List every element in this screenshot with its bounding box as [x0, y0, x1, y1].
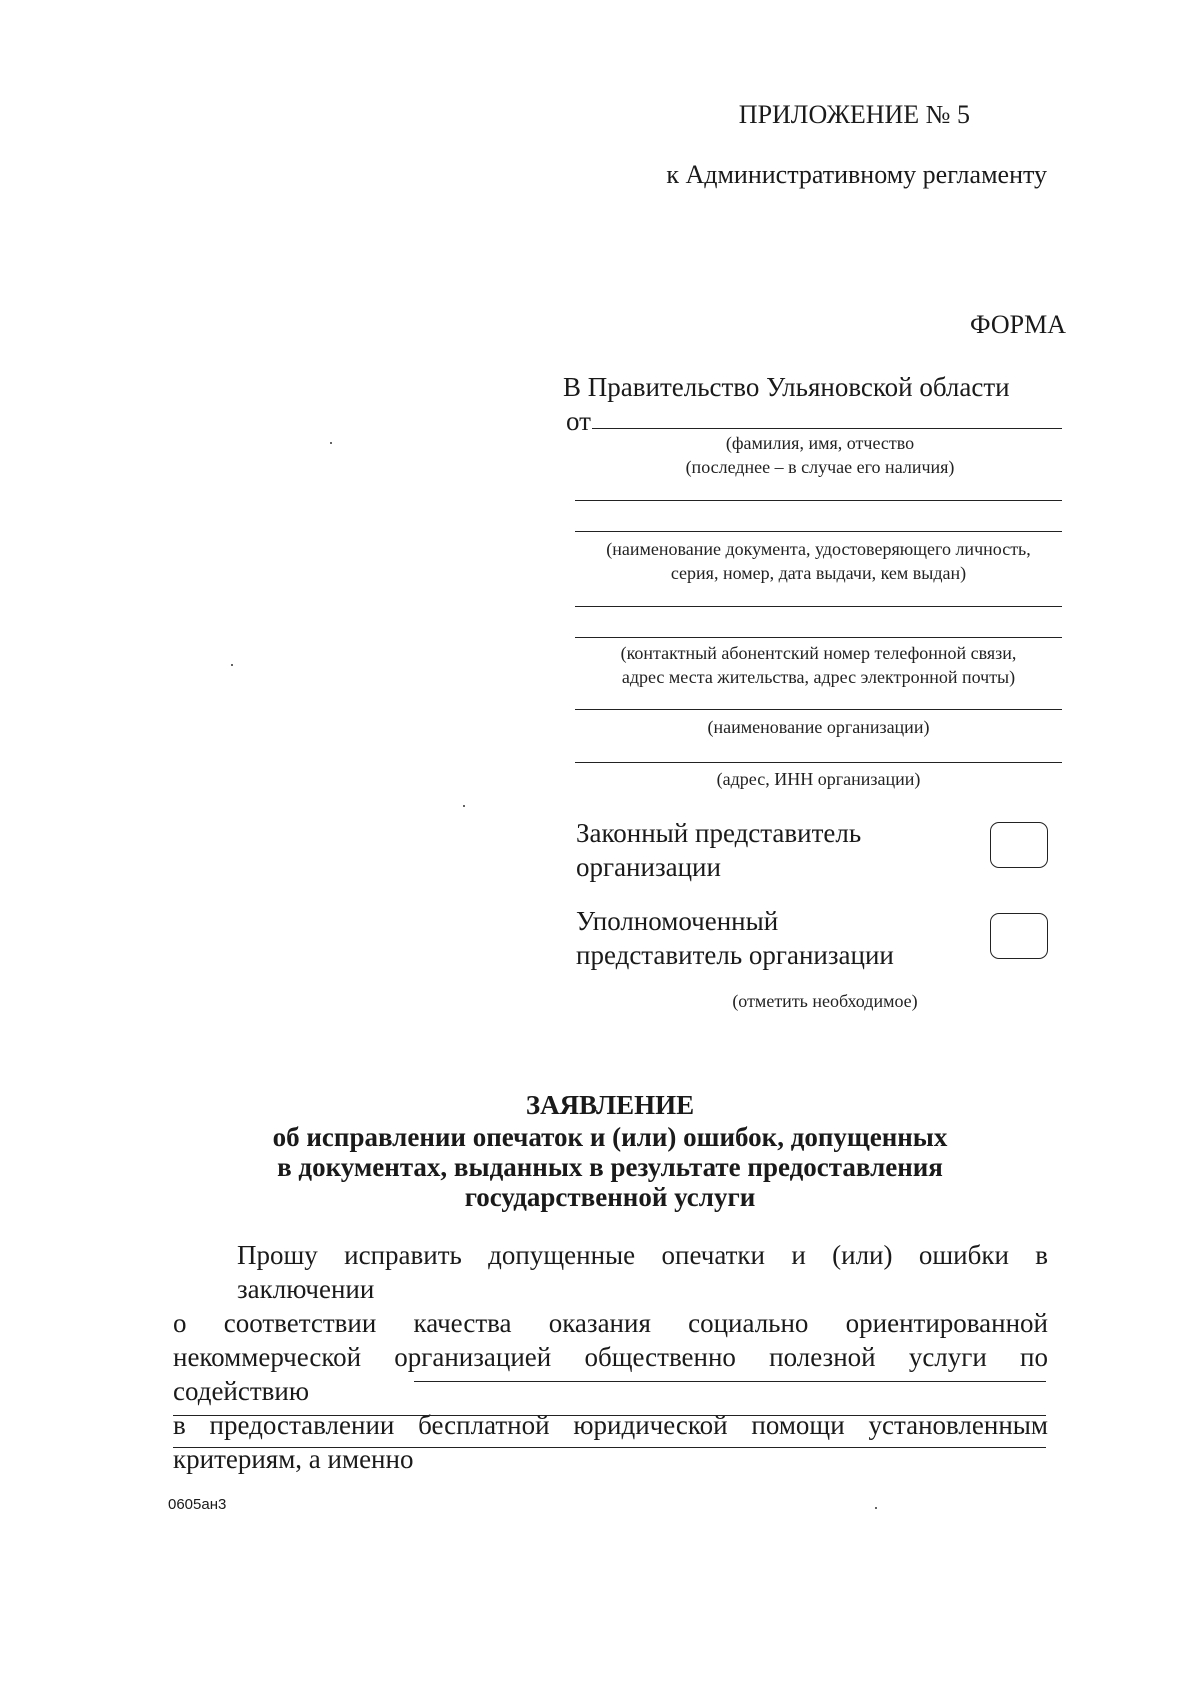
errors-detail-line-1[interactable] — [414, 1381, 1046, 1382]
contact-caption-2: адрес места жительства, адрес электронной почты) — [621, 667, 1016, 687]
scan-speck — [463, 805, 465, 807]
id-caption-1: (наименование документа, удостоверяющего личность, — [606, 539, 1031, 559]
statement-title: ЗАЯВЛЕНИЕ — [525, 1090, 695, 1120]
authorized-representative-checkbox[interactable] — [990, 913, 1048, 959]
name-caption-2: (последнее – в случае его наличия) — [685, 457, 955, 477]
id-document-line-1[interactable] — [575, 500, 1062, 501]
errors-detail-line-3[interactable] — [173, 1447, 1046, 1448]
legal-representative-checkbox[interactable] — [990, 822, 1048, 868]
from-prefix: от — [566, 406, 591, 436]
statement-line-1: Прошу исправить допущенные опечатки и (или) ошибки в заключении — [237, 1240, 1048, 1304]
org-name-line[interactable] — [575, 709, 1062, 710]
statement-body — [173, 1238, 1048, 1476]
addressee-to: В Правительство Ульяновской области — [563, 372, 1010, 402]
statement-line-3: некоммерческой организацией общественно полезной услуги по содействию — [173, 1342, 1048, 1406]
mark-required-note: (отметить необходимое) — [732, 991, 918, 1011]
scan-speck — [875, 1507, 877, 1509]
form-label: ФОРМА — [970, 310, 1066, 339]
org-address-caption: (адрес, ИНН организации) — [716, 769, 921, 789]
legal-representative-label: Законный представитель организации — [576, 818, 862, 882]
statement-line-5: критериям, а именно — [173, 1444, 414, 1474]
authorized-representative-label: Уполномоченный представитель организации — [576, 906, 894, 970]
scan-speck — [231, 664, 233, 666]
org-name-caption: (наименование организации) — [707, 717, 930, 737]
scan-speck — [330, 442, 332, 444]
contact-line-2[interactable] — [575, 637, 1062, 638]
statement-subtitle-1: об исправлении опечаток и (или) ошибок, допущенных — [272, 1122, 948, 1152]
id-caption-2: серия, номер, дата выдачи, кем выдан) — [670, 563, 967, 583]
regulation-reference: к Административному регламенту — [666, 160, 1047, 189]
errors-detail-line-2[interactable] — [173, 1415, 1046, 1416]
statement-subtitle-3: государственной услуги — [464, 1182, 756, 1212]
contact-caption-1: (контактный абонентский номер телефонной связи, — [620, 643, 1017, 663]
org-address-line[interactable] — [575, 762, 1062, 763]
document-code: 0605ан3 — [168, 1496, 227, 1513]
applicant-name-line[interactable] — [592, 428, 1062, 429]
id-document-line-2[interactable] — [575, 531, 1062, 532]
contact-line-1[interactable] — [575, 606, 1062, 607]
statement-line-4: в предоставлении бесплатной юридической помощи установленным — [173, 1410, 1048, 1440]
appendix-number: ПРИЛОЖЕНИЕ № 5 — [738, 100, 970, 129]
name-caption-1: (фамилия, имя, отчество — [725, 433, 915, 453]
statement-subtitle-2: в документах, выданных в результате предоставления — [277, 1152, 943, 1182]
statement-line-2: о соответствии качества оказания социально ориентированной — [173, 1308, 1048, 1338]
